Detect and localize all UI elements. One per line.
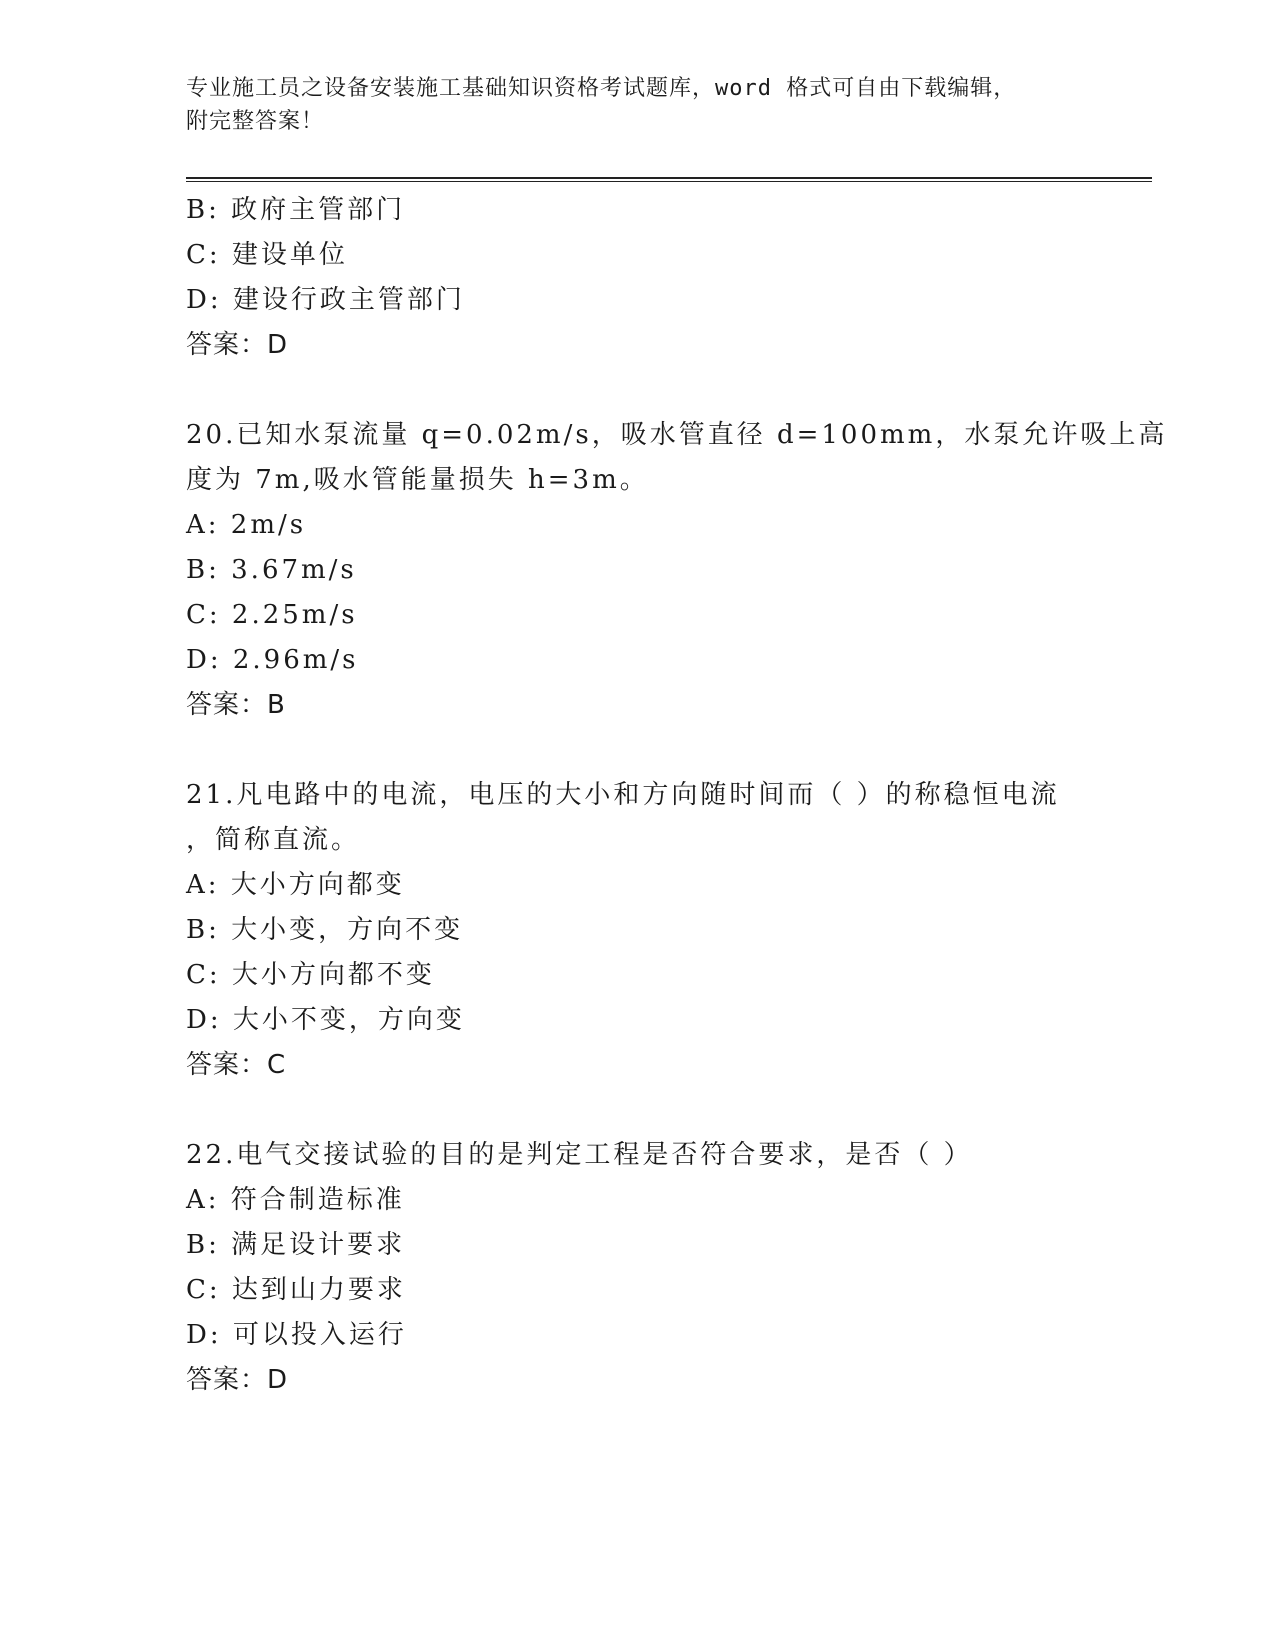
q21-option-c: C: 大小方向都不变 — [186, 960, 435, 990]
q19-option-b: B: 政府主管部门 — [186, 195, 406, 225]
q20-answer: 答案：B — [186, 690, 286, 720]
q20-option-b: B: 3.67m/s — [186, 555, 357, 585]
q20-stem-line-1: 20.已知水泵流量 q=0.02m/s，吸水管直径 d=100mm，水泵允许吸上高 — [186, 420, 1168, 450]
q21-stem-line-1: 21.凡电路中的电流，电压的大小和方向随时间而（ ）的称稳恒电流 — [186, 780, 1060, 810]
q20-option-d: D: 2.96m/s — [186, 645, 359, 675]
q20-option-c: C: 2.25m/s — [186, 600, 358, 630]
header-divider — [186, 177, 1152, 182]
q22-stem-line-1: 22.电气交接试验的目的是判定工程是否符合要求，是否（ ） — [186, 1140, 973, 1170]
header-line-1: 专业施工员之设备安装施工基础知识资格考试题库，word 格式可自由下载编辑， — [186, 76, 1017, 101]
q22-option-b: B: 满足设计要求 — [186, 1230, 406, 1260]
q21-option-d: D: 大小不变，方向变 — [186, 1005, 465, 1035]
q21-answer: 答案：C — [186, 1050, 287, 1080]
q22-answer: 答案：D — [186, 1365, 289, 1395]
q22-option-d: D: 可以投入运行 — [186, 1320, 407, 1350]
q20-stem-line-2: 度为 7m,吸水管能量损失 h=3m。 — [186, 465, 649, 495]
q19-option-c: C: 建设单位 — [186, 240, 348, 270]
q20-option-a: A: 2m/s — [186, 510, 307, 540]
q19-answer: 答案：D — [186, 330, 289, 360]
q19-option-d: D: 建设行政主管部门 — [186, 285, 465, 315]
q22-option-c: C: 达到山力要求 — [186, 1275, 406, 1305]
q21-option-a: A: 大小方向都变 — [186, 870, 405, 900]
header-line-2: 附完整答案！ — [186, 109, 325, 134]
q21-option-b: B: 大小变，方向不变 — [186, 915, 464, 945]
q22-option-a: A: 符合制造标准 — [186, 1185, 405, 1215]
q21-stem-line-2: ，简称直流。 — [186, 825, 361, 855]
document-header — [186, 72, 1086, 138]
